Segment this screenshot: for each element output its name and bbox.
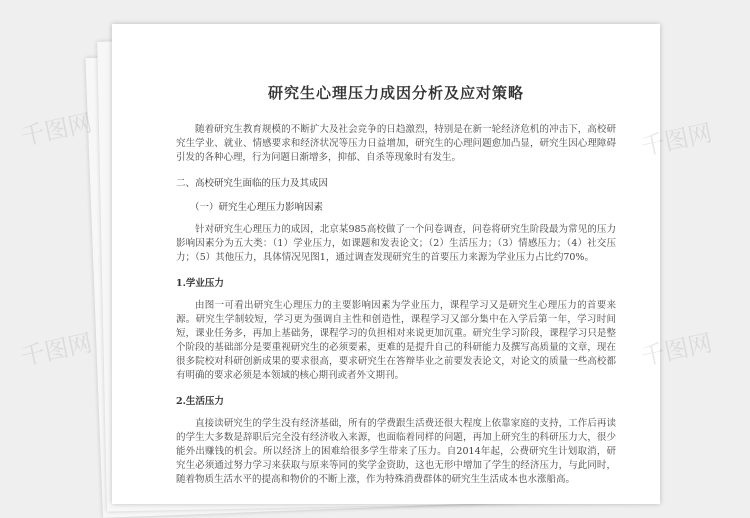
- document-page: [112, 24, 660, 504]
- academic-pressure-heading: 1.学业压力: [176, 278, 224, 289]
- life-pressure-heading: 2.生活压力: [176, 396, 224, 407]
- section-heading: 二、高校研究生面临的压力及其成因: [176, 178, 329, 189]
- document-title: 研究生心理压力成因分析及应对策略: [267, 84, 524, 102]
- intro-paragraph: 随着研究生教育规模的不断扩大及社会竞争的日趋激烈，特别是在新一轮经济危机的冲击下，高校研究生学业、就业、情感要求和经济状况等压力日益增加，研究生的心理问题愈加凸显，研究生因心理障碍引发的各种心理，行为问题日渐增多，抑郁、自杀等现象时有发生。: [176, 124, 616, 163]
- life-pressure-paragraph: 直接读研究生的学生没有经济基础，所有的学费跟生活费还很大程度上依靠家庭的支持，工作后再读的学生大多数是辞职后完全没有经济收入来源，也面临着同样的问题，再加上研究生的科研压力大，很少能外出赚钱的机会。所以经济上的困难给很多学生带来了压力。自2014年起，公费研究生计划取消，研究生必须通过努力学习来获取与原来等同的奖学金资助，这也无形中增加了学生的经济压力，与此同时，随着物质生活水平的提高和物价的不断上涨，作为特殊消费群体的研究生生活成本也水涨船高。: [176, 418, 616, 485]
- watermark: 千图网: [18, 328, 95, 372]
- watermark: 千图网: [18, 108, 95, 152]
- watermark: 千图网: [638, 118, 715, 162]
- survey-paragraph: 针对研究生心理压力的成因，北京某985高校做了一个问卷调查，问卷将研究生阶段最为常见的压力影响因素分为五大类：（1）学业压力，如课题和发表论文；（2）生活压力；（3）情感压力；（4）社交压力；（5）其他压力，具体情况见图1，通过调查发现研究生的首要压力来源为学业压力占比约70%。: [176, 224, 616, 263]
- academic-pressure-paragraph: 由图一可看出研究生心理压力的主要影响因素为学业压力，课程学习又是研究生心理压力的首要来源。研究生学制较短，学习更为强调自主性和创造性，课程学习又部分集中在入学后第一年，学习时间短，课业任务多，再加上基础务，课程学习的负担相对来说更加沉重。研究生学习阶段，课程学习只是整个阶段的基础部分是要重视研究生的必须要素，更难的是提升自己的科研能力及撰写高质量的文章，现在很多院校对科研创新成果的要求很高，要求研究生在答辩毕业之前要发表论文，对论文的质量一些高校都有明确的要求必须是本领域的核心期刊或者外文期刊。: [176, 300, 616, 381]
- watermark: 千图网: [638, 328, 715, 372]
- subsection-heading: （一）研究生心理压力影响因素: [190, 202, 324, 213]
